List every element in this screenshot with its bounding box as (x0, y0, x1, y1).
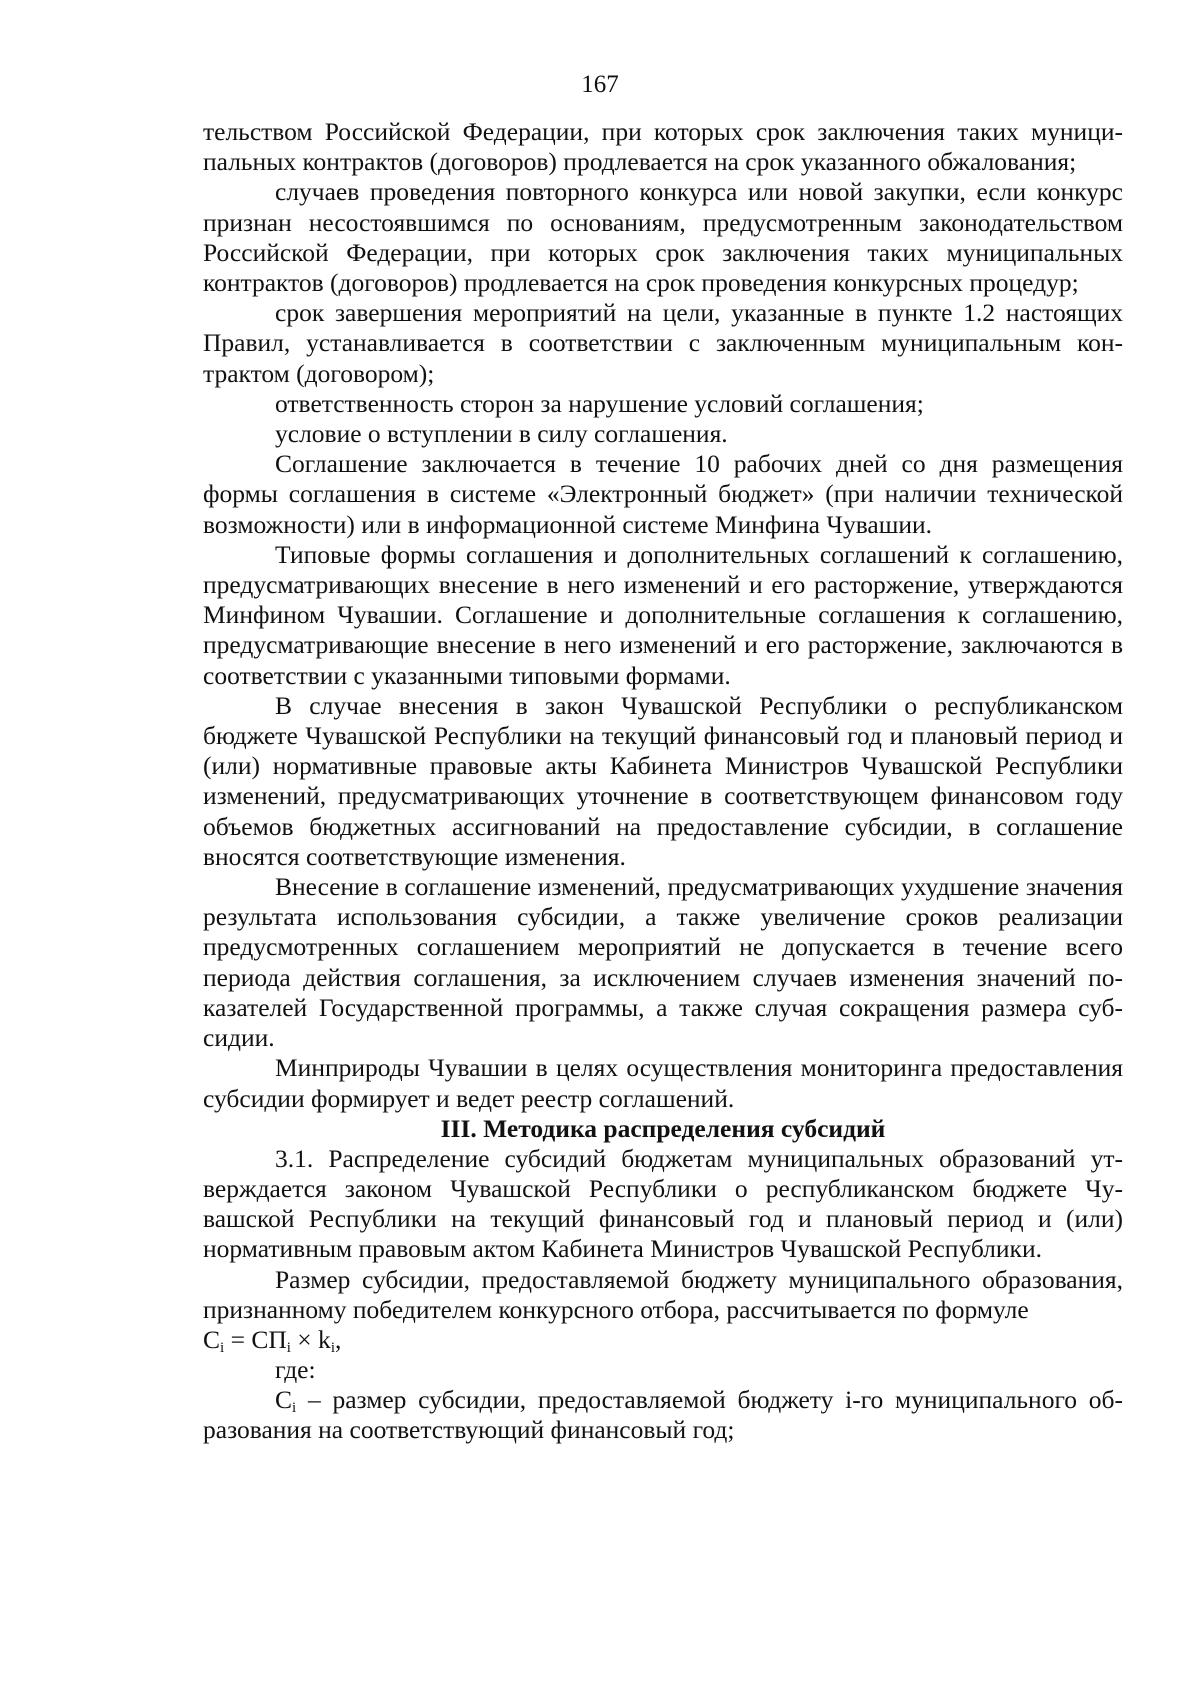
paragraph: условие о вступлении в силу соглашения. (275, 419, 728, 449)
definition-symbol-subscript: i (292, 1400, 297, 1417)
formula-lhs-subscript: i (220, 1339, 225, 1356)
where-label: где: (275, 1354, 316, 1384)
paragraph-group-top (203, 117, 1123, 1114)
page-number: 167 (581, 71, 619, 98)
formula-lhs: C (203, 1324, 221, 1354)
formula-times: × k (290, 1324, 331, 1354)
definition-paragraph (203, 1385, 1123, 1445)
paragraph: Внесение в соглашение изменений, предусматривающих ухудшение значения результата использования субсидии, а также увеличение сроков реализации предусмотренных соглашением мероприятий не допускается в течение всего периода действия соглашения, за исключением случаев изменения значений показателей Государственной программы, а также случая сокращения размера субсидии. (203, 872, 1123, 1053)
definition-text: – размер субсидии, предоставляемой бюджету i-го муниципального образования на соответствующий финансовый год; (203, 1385, 1123, 1445)
formula-rhs-subscript: i (330, 1339, 335, 1356)
paragraph: Соглашение заключается в течение 10 рабочих дней со дня размещения формы соглашения в системе «Электронный бюджет» (при наличии технической возможности) или в информационной системе Минфина Чувашии. (203, 449, 1123, 539)
paragraph: ответственность сторон за нарушение условий соглашения; (275, 388, 924, 418)
section-heading: III. Методика распределения субсидий (440, 1113, 886, 1143)
paragraph: Размер субсидии, предоставляемой бюджету муниципального образования, признанному победителем конкурсного отбора, рассчитывается по формуле (203, 1264, 1123, 1324)
document-body (203, 117, 1123, 1446)
paragraph: срок завершения мероприятий на цели, указанные в пункте 1.2 настоящих Правил, устанавливается в соответствии с заключенным муниципальным контрактом (договором); (203, 298, 1123, 388)
paragraph: В случае внесения в закон Чувашской Республики о республиканском бюджете Чувашской Республики на текущий финансовый год и плановый период и (или) нормативные правовые акты Кабинета Министров Чувашской Республики изменений, предусматривающих уточнение в соответствующем финансовом году объемов бюджетных ассигнований на предоставление субсидии, в соглашение вносятся соответствующие изменения. (203, 690, 1123, 871)
formula-end: , (334, 1324, 342, 1354)
paragraph: тельством Российской Федерации, при которых срок заключения таких муниципальных контрактов (договоров) продлевается на срок указанного обжалования; (203, 117, 1123, 177)
paragraph: Типовые формы соглашения и дополнительных соглашений к соглашению, предусматривающих внесение в него изменений и его расторжение, утверждаются Минфином Чувашии. Соглашение и дополнительные соглашения к соглашению, предусматривающие внесение в него изменений и его расторжение, заключаются в соответствии с указанными типовыми формами. (203, 539, 1123, 690)
paragraph: случаев проведения повторного конкурса или новой закупки, если конкурс признан несостоявшимся по основаниям, предусмотренным законодательством Российской Федерации, при которых срок заключения таких муниципальных контрактов (договоров) продлевается на срок проведения конкурсных процедур; (203, 177, 1123, 298)
paragraph: 3.1. Распределение субсидий бюджетам муниципальных образований утверждается законом Чувашской Республики о республиканском бюджете Чувашской Республики на текущий финансовый год и плановый период и (или) нормативным правовым актом Кабинета Министров Чувашской Республики. (203, 1143, 1123, 1264)
formula-eq: = СП (224, 1324, 287, 1354)
formula-mid-subscript: i (286, 1339, 291, 1356)
paragraph-group-bottom (203, 1144, 1123, 1325)
definition-symbol: C (275, 1385, 293, 1415)
paragraph: Минприроды Чувашии в целях осуществления мониторинга предоставления субсидии формирует и ведет реестр соглашений. (203, 1053, 1123, 1113)
formula (203, 1325, 1123, 1355)
